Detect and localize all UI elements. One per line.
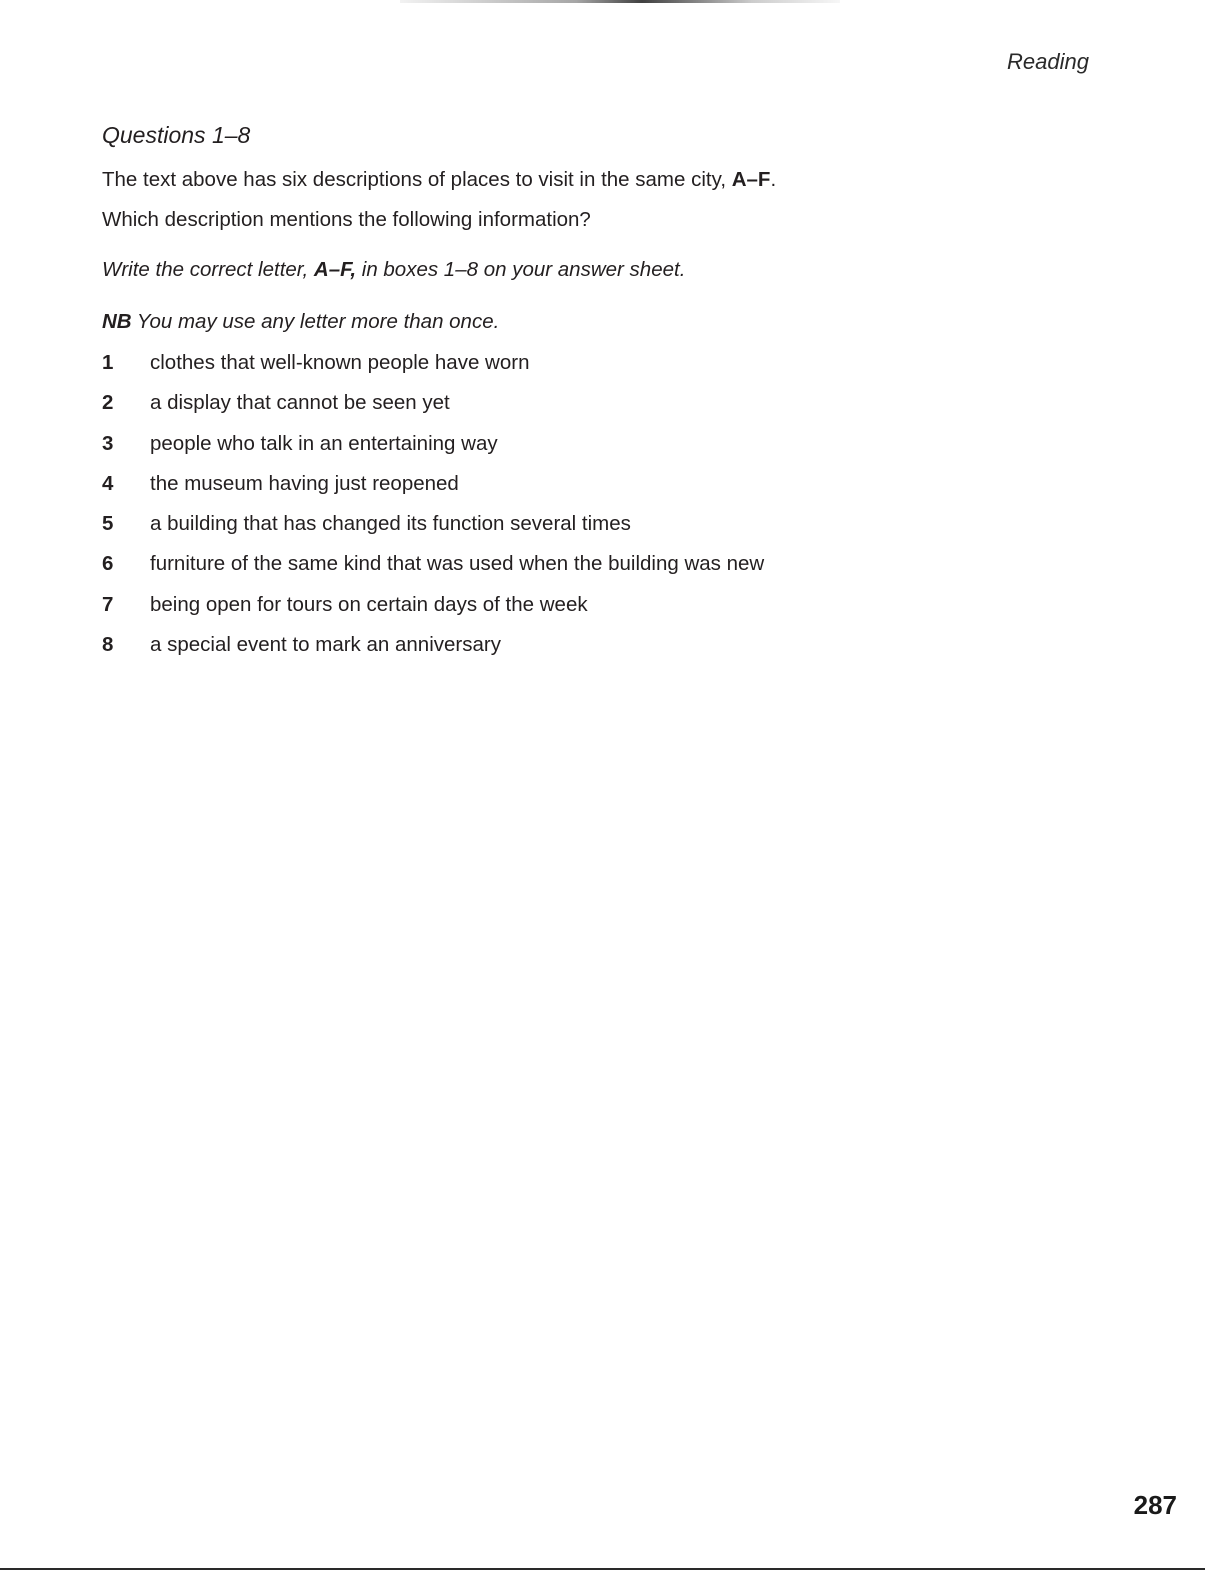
- question-item: [102, 631, 1102, 659]
- intro-paragraph: [102, 166, 1102, 194]
- intro-letter-range: A–F: [731, 168, 771, 191]
- question-item: [102, 550, 1102, 578]
- question-text: people who talk in an entertaining way: [150, 431, 498, 455]
- question-item: [102, 430, 1102, 458]
- top-edge-rule: [400, 0, 840, 3]
- question-number: 5: [102, 512, 114, 536]
- question-item: [102, 349, 1102, 377]
- question-list: [102, 349, 1102, 659]
- page-number: 287: [1133, 1490, 1177, 1520]
- question-number: 2: [102, 391, 114, 415]
- question-text: a building that has changed its function several times: [150, 512, 631, 536]
- questions-heading: Questions 1–8: [102, 122, 251, 148]
- question-item: [102, 510, 1102, 538]
- question-text: furniture of the same kind that was used when the building was new: [150, 552, 765, 576]
- question-number: 4: [102, 471, 114, 495]
- question-item: [102, 591, 1102, 619]
- question-number: 6: [102, 552, 114, 576]
- question-text: a display that cannot be seen yet: [150, 391, 450, 415]
- question-number: 7: [102, 592, 114, 616]
- question-text: being open for tours on certain days of the week: [150, 592, 588, 616]
- question-text: clothes that well-known people have worn: [150, 351, 530, 374]
- nb-label: NB: [102, 310, 132, 333]
- question-number: 8: [102, 633, 114, 657]
- instruction: [102, 256, 1102, 284]
- intro-text: The text above has six descriptions of places to visit in the same city,: [102, 168, 732, 191]
- question-prompt: Which description mentions the following information?: [102, 208, 591, 231]
- question-item: [102, 470, 1102, 498]
- question-text: a special event to mark an anniversary: [150, 633, 501, 657]
- question-item: [102, 389, 1102, 417]
- instruction-end: in boxes 1–8 on your answer sheet.: [356, 258, 686, 281]
- nb-text: You may use any letter more than once.: [131, 310, 500, 333]
- intro-end: .: [770, 168, 777, 191]
- instruction-text: Write the correct letter,: [102, 258, 314, 281]
- running-head: Reading: [1007, 49, 1089, 74]
- question-number: 3: [102, 431, 114, 455]
- question-number: 1: [102, 351, 114, 374]
- instruction-letter-range: A–F,: [313, 258, 357, 281]
- question-text: the museum having just reopened: [150, 471, 459, 495]
- nb-note: [102, 308, 1102, 336]
- questions-section: [102, 118, 1102, 671]
